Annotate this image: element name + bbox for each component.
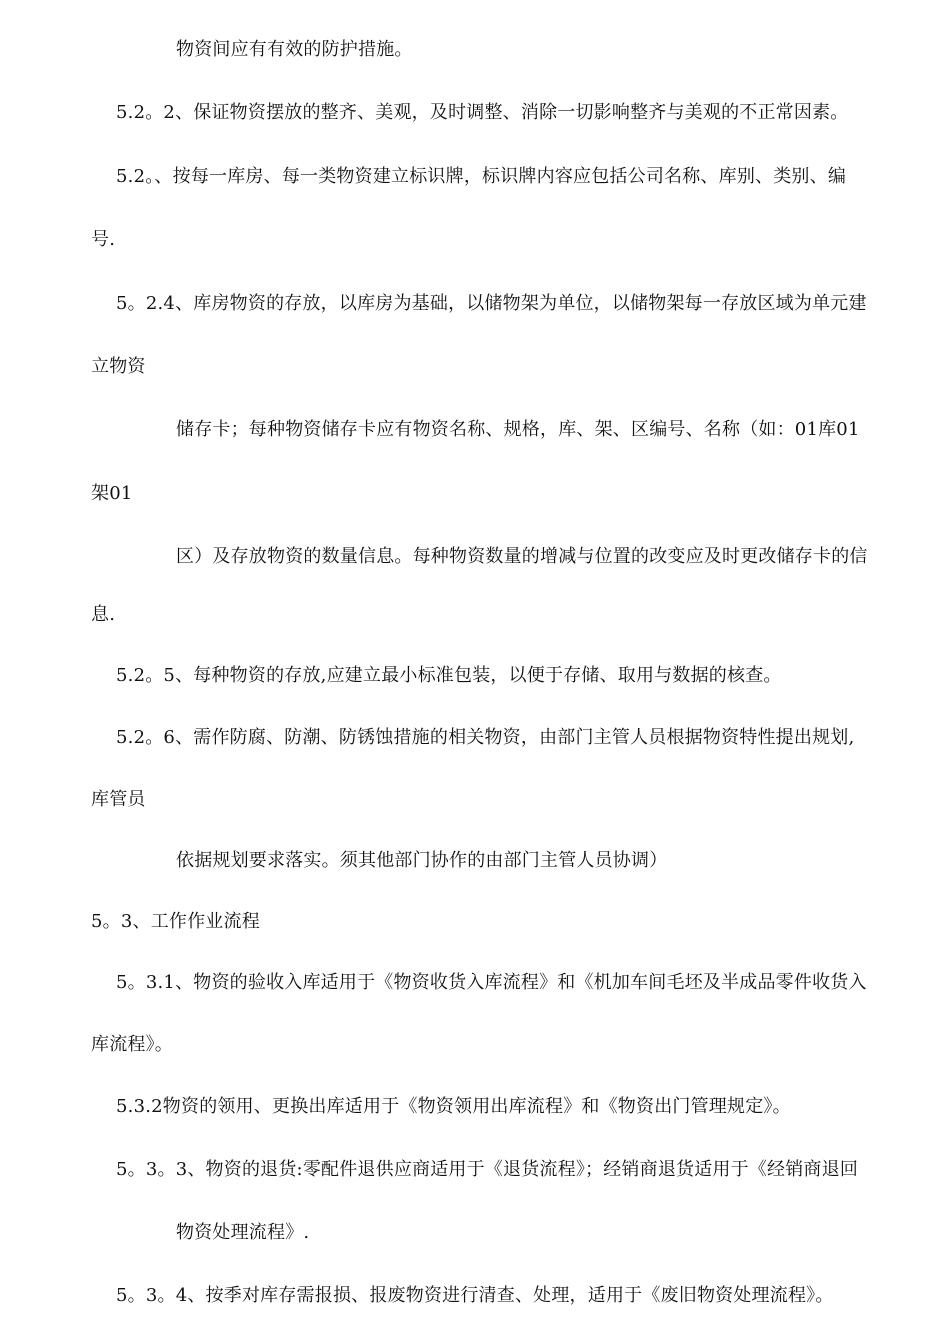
line-quantity-info: 区）及存放物资的数量信息。每种物资数量的增减与位置的改变应及时更改储存卡的信 bbox=[176, 546, 868, 567]
line-5-2-4-cont: 立物资 bbox=[91, 356, 146, 377]
line-5-3-1: 5。3.1、物资的验收入库适用于《物资收货入库流程》和《机加车间毛坯及半成品零件收货入 bbox=[116, 972, 867, 993]
line-storage-card-cont: 架01 bbox=[91, 483, 133, 504]
line-implementation: 依据规划要求落实。须其他部门协作的由部门主管人员协调） bbox=[176, 850, 668, 871]
line-quantity-info-cont: 息. bbox=[91, 604, 116, 625]
line-5-2-3: 5.2。、按每一库房、每一类物资建立标识牌，标识牌内容应包括公司名称、库别、类别、编 bbox=[116, 166, 847, 187]
section-heading-5-3: 5。3、工作作业流程 bbox=[91, 911, 260, 932]
line-5-2-4: 5。2.4、库房物资的存放，以库房为基础，以储物架为单位，以储物架每一存放区域为单元建 bbox=[116, 293, 867, 314]
line-5-3-3: 5。3。3、物资的退货:零配件退供应商适用于《退货流程》；经销商退货适用于《经销商退回 bbox=[116, 1159, 859, 1180]
line-storage-card: 储存卡；每种物资储存卡应有物资名称、规格，库、架、区编号、名称（如：01库01 bbox=[176, 419, 860, 440]
line-5-2-3-cont: 号. bbox=[91, 229, 116, 250]
line-5-3-2: 5.3.2物资的领用、更换出库适用于《物资领用出库流程》和《物资出门管理规定》。 bbox=[116, 1096, 791, 1117]
line-5-2-6-cont: 库管员 bbox=[91, 789, 146, 810]
line-protection-measures: 物资间应有有效的防护措施。 bbox=[176, 39, 413, 60]
line-5-2-6: 5.2。6、需作防腐、防潮、防锈蚀措施的相关物资，由部门主管人员根据物资特性提出规划, bbox=[116, 727, 855, 748]
line-5-3-3-cont: 物资处理流程》. bbox=[176, 1222, 310, 1243]
line-5-3-1-cont: 库流程》。 bbox=[91, 1034, 173, 1055]
line-5-2-5: 5.2。5、每种物资的存放,应建立最小标准包装，以便于存储、取用与数据的核查。 bbox=[116, 665, 782, 686]
line-5-3-4: 5。3。4、按季对库存需报损、报废物资进行清查、处理，适用于《废旧物资处理流程》。 bbox=[116, 1285, 834, 1306]
line-5-2-2: 5.2。2、保证物资摆放的整齐、美观，及时调整、消除一切影响整齐与美观的不正常因素。 bbox=[116, 102, 849, 123]
